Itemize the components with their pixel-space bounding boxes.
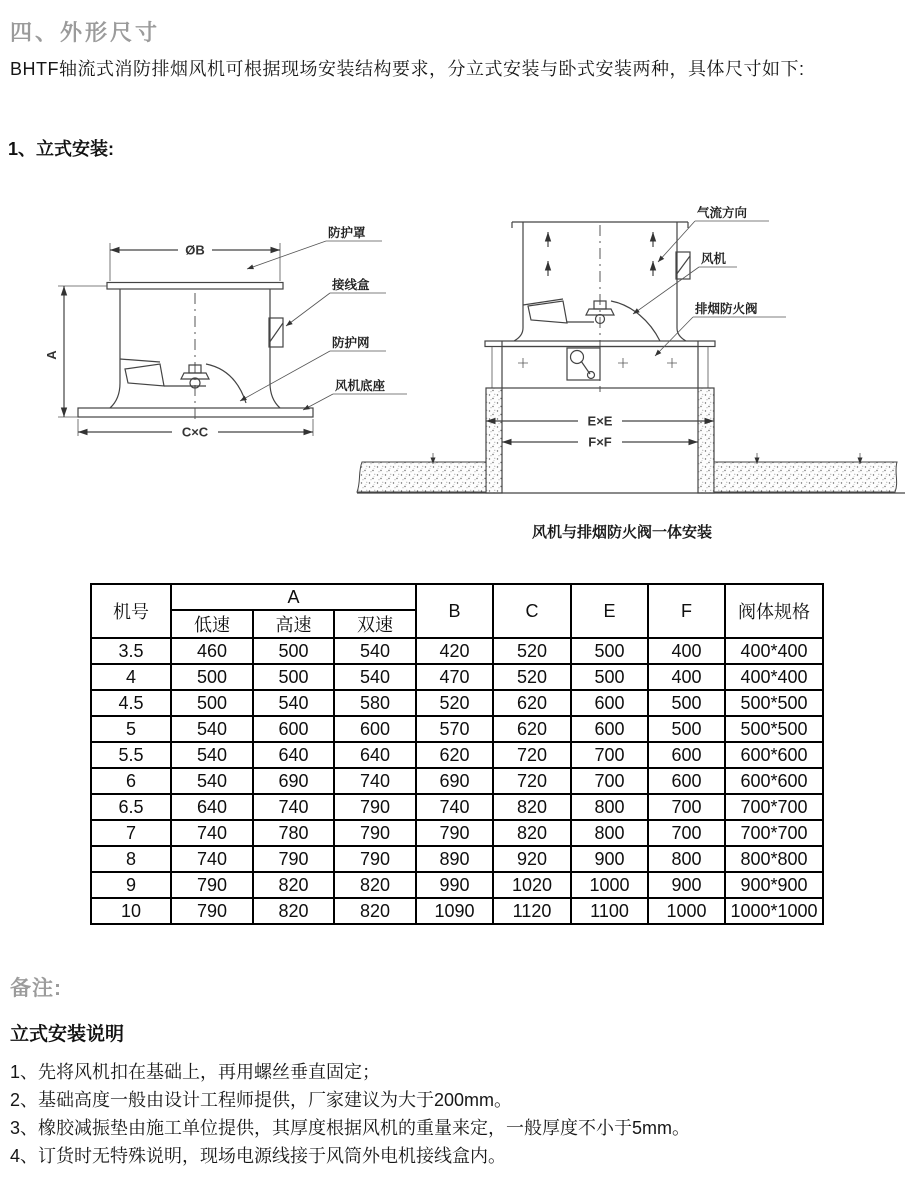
- col-header-valve: 阀体规格: [725, 584, 823, 638]
- dim-label-a: A: [44, 350, 59, 360]
- table-cell: 540: [171, 716, 253, 742]
- note-item-2: 2、基础高度一般由设计工程师提供，厂家建议为大于200mm。: [10, 1090, 513, 1110]
- table-cell: 640: [171, 794, 253, 820]
- table-cell: 740: [416, 794, 493, 820]
- intro-paragraph: BHTF轴流式消防排烟风机可根据现场安装结构要求，分立式安装与卧式安装两种，具体尺寸如下:: [10, 59, 805, 79]
- bolt-marks: [518, 358, 677, 368]
- callout-fan-base: [303, 378, 407, 410]
- table-cell: 1000: [571, 872, 648, 898]
- table-cell: 500*500: [725, 716, 823, 742]
- table-row: [91, 664, 823, 690]
- table-cell: 500: [571, 638, 648, 664]
- table-cell: 690: [416, 768, 493, 794]
- table-cell: 6.5: [91, 794, 171, 820]
- table-cell: 520: [493, 638, 571, 664]
- junction-box: [269, 318, 283, 347]
- table-cell: 820: [253, 872, 334, 898]
- callout-protective-cover: [247, 225, 382, 269]
- table-cell: 580: [334, 690, 416, 716]
- damper-handle: [567, 348, 600, 380]
- col-header-high-speed: 高速: [253, 610, 334, 638]
- table-cell: 540: [334, 664, 416, 690]
- table-cell: 640: [253, 742, 334, 768]
- duct-wall-right: [698, 388, 714, 493]
- table-row: [91, 820, 823, 846]
- callout-fire-damper: [655, 301, 786, 356]
- table-cell: 620: [493, 716, 571, 742]
- table-cell: 400*400: [725, 664, 823, 690]
- left-diagram-fan-outline: [44, 225, 407, 440]
- table-row: [91, 794, 823, 820]
- table-cell: 5: [91, 716, 171, 742]
- table-cell: 790: [171, 872, 253, 898]
- duct-wall-left: [486, 388, 502, 493]
- svg-text:气流方向: 气流方向: [697, 206, 748, 220]
- col-header-b: B: [416, 584, 493, 638]
- table-cell: 600: [571, 716, 648, 742]
- table-cell: 4: [91, 664, 171, 690]
- table-cell: 790: [416, 820, 493, 846]
- table-cell: 800: [648, 846, 725, 872]
- table-cell: 790: [334, 846, 416, 872]
- col-header-e: E: [571, 584, 648, 638]
- col-header-f: F: [648, 584, 725, 638]
- table-cell: 470: [416, 664, 493, 690]
- table-cell: 900: [571, 846, 648, 872]
- table-cell: 700: [571, 768, 648, 794]
- col-header-model: 机号: [91, 584, 171, 638]
- table-cell: 820: [493, 820, 571, 846]
- table-cell: 7: [91, 820, 171, 846]
- col-header-a-group: A: [171, 584, 416, 610]
- table-row: [91, 638, 823, 664]
- table-cell: 790: [171, 898, 253, 924]
- table-cell: 800: [571, 820, 648, 846]
- table-cell: 600*600: [725, 742, 823, 768]
- dim-label-exe: E×E: [587, 413, 613, 429]
- dim-cxc: [78, 419, 313, 440]
- table-cell: 540: [171, 742, 253, 768]
- table-cell: 820: [493, 794, 571, 820]
- svg-text:接线盒: 接线盒: [332, 278, 370, 292]
- motor-assembly: [120, 359, 246, 403]
- note-item-1: 1、先将风机扣在基础上，再用螺丝垂直固定；: [10, 1062, 381, 1082]
- motor-assembly-right: [523, 299, 660, 341]
- floor-slab-right: [714, 462, 897, 492]
- table-cell: 990: [416, 872, 493, 898]
- table-cell: 400: [648, 664, 725, 690]
- note-item-3: 3、橡胶减振垫由施工单位提供，其厚度根据风机的重量来定，一般厚度不小于5mm。: [10, 1118, 691, 1138]
- table-cell: 1120: [493, 898, 571, 924]
- col-header-c: C: [493, 584, 571, 638]
- right-diagram-caption: 风机与排烟防火阀一体安装: [531, 524, 713, 541]
- table-cell: 790: [253, 846, 334, 872]
- table-cell: 500: [648, 716, 725, 742]
- dim-label-cxc: C×C: [181, 424, 209, 440]
- table-cell: 540: [253, 690, 334, 716]
- dim-phi-b: [110, 241, 280, 281]
- table-cell: 740: [334, 768, 416, 794]
- table-cell: 1090: [416, 898, 493, 924]
- table-cell: 600: [334, 716, 416, 742]
- table-cell: 500: [171, 664, 253, 690]
- table-cell: 820: [334, 898, 416, 924]
- table-cell: 700: [648, 820, 725, 846]
- table-cell: 720: [493, 768, 571, 794]
- table-cell: 700*700: [725, 820, 823, 846]
- floor-slab-left: [357, 462, 486, 492]
- table-row: [91, 872, 823, 898]
- table-body: [91, 638, 823, 924]
- table-cell: 1000*1000: [725, 898, 823, 924]
- installation-diagrams: [0, 185, 910, 550]
- table-cell: 600*600: [725, 768, 823, 794]
- table-cell: 600: [648, 768, 725, 794]
- right-diagram-fan-with-damper: [357, 205, 905, 541]
- table-cell: 900*900: [725, 872, 823, 898]
- table-cell: 600: [253, 716, 334, 742]
- table-cell: 4.5: [91, 690, 171, 716]
- table-cell: 700: [648, 794, 725, 820]
- svg-text:防护网: 防护网: [332, 336, 370, 350]
- table-cell: 600: [648, 742, 725, 768]
- table-cell: 3.5: [91, 638, 171, 664]
- dim-label-fxf: F×F: [588, 434, 612, 450]
- table-cell: 920: [493, 846, 571, 872]
- table-header: [91, 584, 823, 638]
- notes-heading: 备注:: [10, 977, 62, 1000]
- table-cell: 520: [416, 690, 493, 716]
- table-row: [91, 742, 823, 768]
- table-cell: 740: [171, 820, 253, 846]
- table-cell: 10: [91, 898, 171, 924]
- table-cell: 740: [253, 794, 334, 820]
- table-cell: 780: [253, 820, 334, 846]
- table-cell: 620: [416, 742, 493, 768]
- table-cell: 9: [91, 872, 171, 898]
- dimensions-table: [90, 583, 824, 925]
- table-cell: 540: [171, 768, 253, 794]
- svg-text:排烟防火阀: 排烟防火阀: [695, 302, 758, 316]
- table-cell: 500: [253, 664, 334, 690]
- table-cell: 420: [416, 638, 493, 664]
- table-row: [91, 846, 823, 872]
- protective-cover-plate: [107, 283, 283, 290]
- table-cell: 700*700: [725, 794, 823, 820]
- table-cell: 500*500: [725, 690, 823, 716]
- dim-fxf: [502, 434, 698, 450]
- table-cell: 460: [171, 638, 253, 664]
- table-cell: 720: [493, 742, 571, 768]
- note-item-4: 4、订货时无特殊说明，现场电源线接于风筒外电机接线盒内。: [10, 1146, 507, 1166]
- notes-subheading: 立式安装说明: [10, 1024, 125, 1045]
- table-cell: 520: [493, 664, 571, 690]
- table-cell: 790: [334, 820, 416, 846]
- col-header-dual-speed: 双速: [334, 610, 416, 638]
- table-cell: 500: [171, 690, 253, 716]
- table-cell: 900: [648, 872, 725, 898]
- table-cell: 400*400: [725, 638, 823, 664]
- dim-label-phi-b: ØB: [185, 242, 205, 258]
- page-title: 四、外形尺寸: [10, 20, 161, 45]
- table-cell: 1020: [493, 872, 571, 898]
- table-cell: 800*800: [725, 846, 823, 872]
- table-row: [91, 690, 823, 716]
- table-cell: 800: [571, 794, 648, 820]
- dim-exe: [486, 413, 714, 429]
- table-cell: 600: [571, 690, 648, 716]
- table-cell: 400: [648, 638, 725, 664]
- table-cell: 640: [334, 742, 416, 768]
- table-cell: 890: [416, 846, 493, 872]
- table-cell: 740: [171, 846, 253, 872]
- callout-junction-box: [286, 277, 386, 326]
- table-cell: 570: [416, 716, 493, 742]
- table-cell: 1000: [648, 898, 725, 924]
- table-cell: 1100: [571, 898, 648, 924]
- table-cell: 540: [334, 638, 416, 664]
- notes-list: [10, 1058, 900, 1170]
- table-cell: 700: [571, 742, 648, 768]
- table-cell: 5.5: [91, 742, 171, 768]
- table-cell: 820: [334, 872, 416, 898]
- dim-a: [44, 286, 107, 417]
- section-heading-vertical-install: 1、立式安装:: [8, 139, 115, 159]
- table-cell: 500: [571, 664, 648, 690]
- table-cell: 620: [493, 690, 571, 716]
- table-row: [91, 768, 823, 794]
- table-cell: 790: [334, 794, 416, 820]
- table-cell: 820: [253, 898, 334, 924]
- table-cell: 500: [253, 638, 334, 664]
- col-header-low-speed: 低速: [171, 610, 253, 638]
- table-cell: 6: [91, 768, 171, 794]
- table-row: [91, 898, 823, 924]
- svg-text:风机: 风机: [701, 252, 727, 266]
- table-row: [91, 716, 823, 742]
- svg-text:防护罩: 防护罩: [328, 226, 366, 240]
- table-cell: 8: [91, 846, 171, 872]
- table-cell: 500: [648, 690, 725, 716]
- table-cell: 690: [253, 768, 334, 794]
- svg-text:风机底座: 风机底座: [335, 379, 386, 393]
